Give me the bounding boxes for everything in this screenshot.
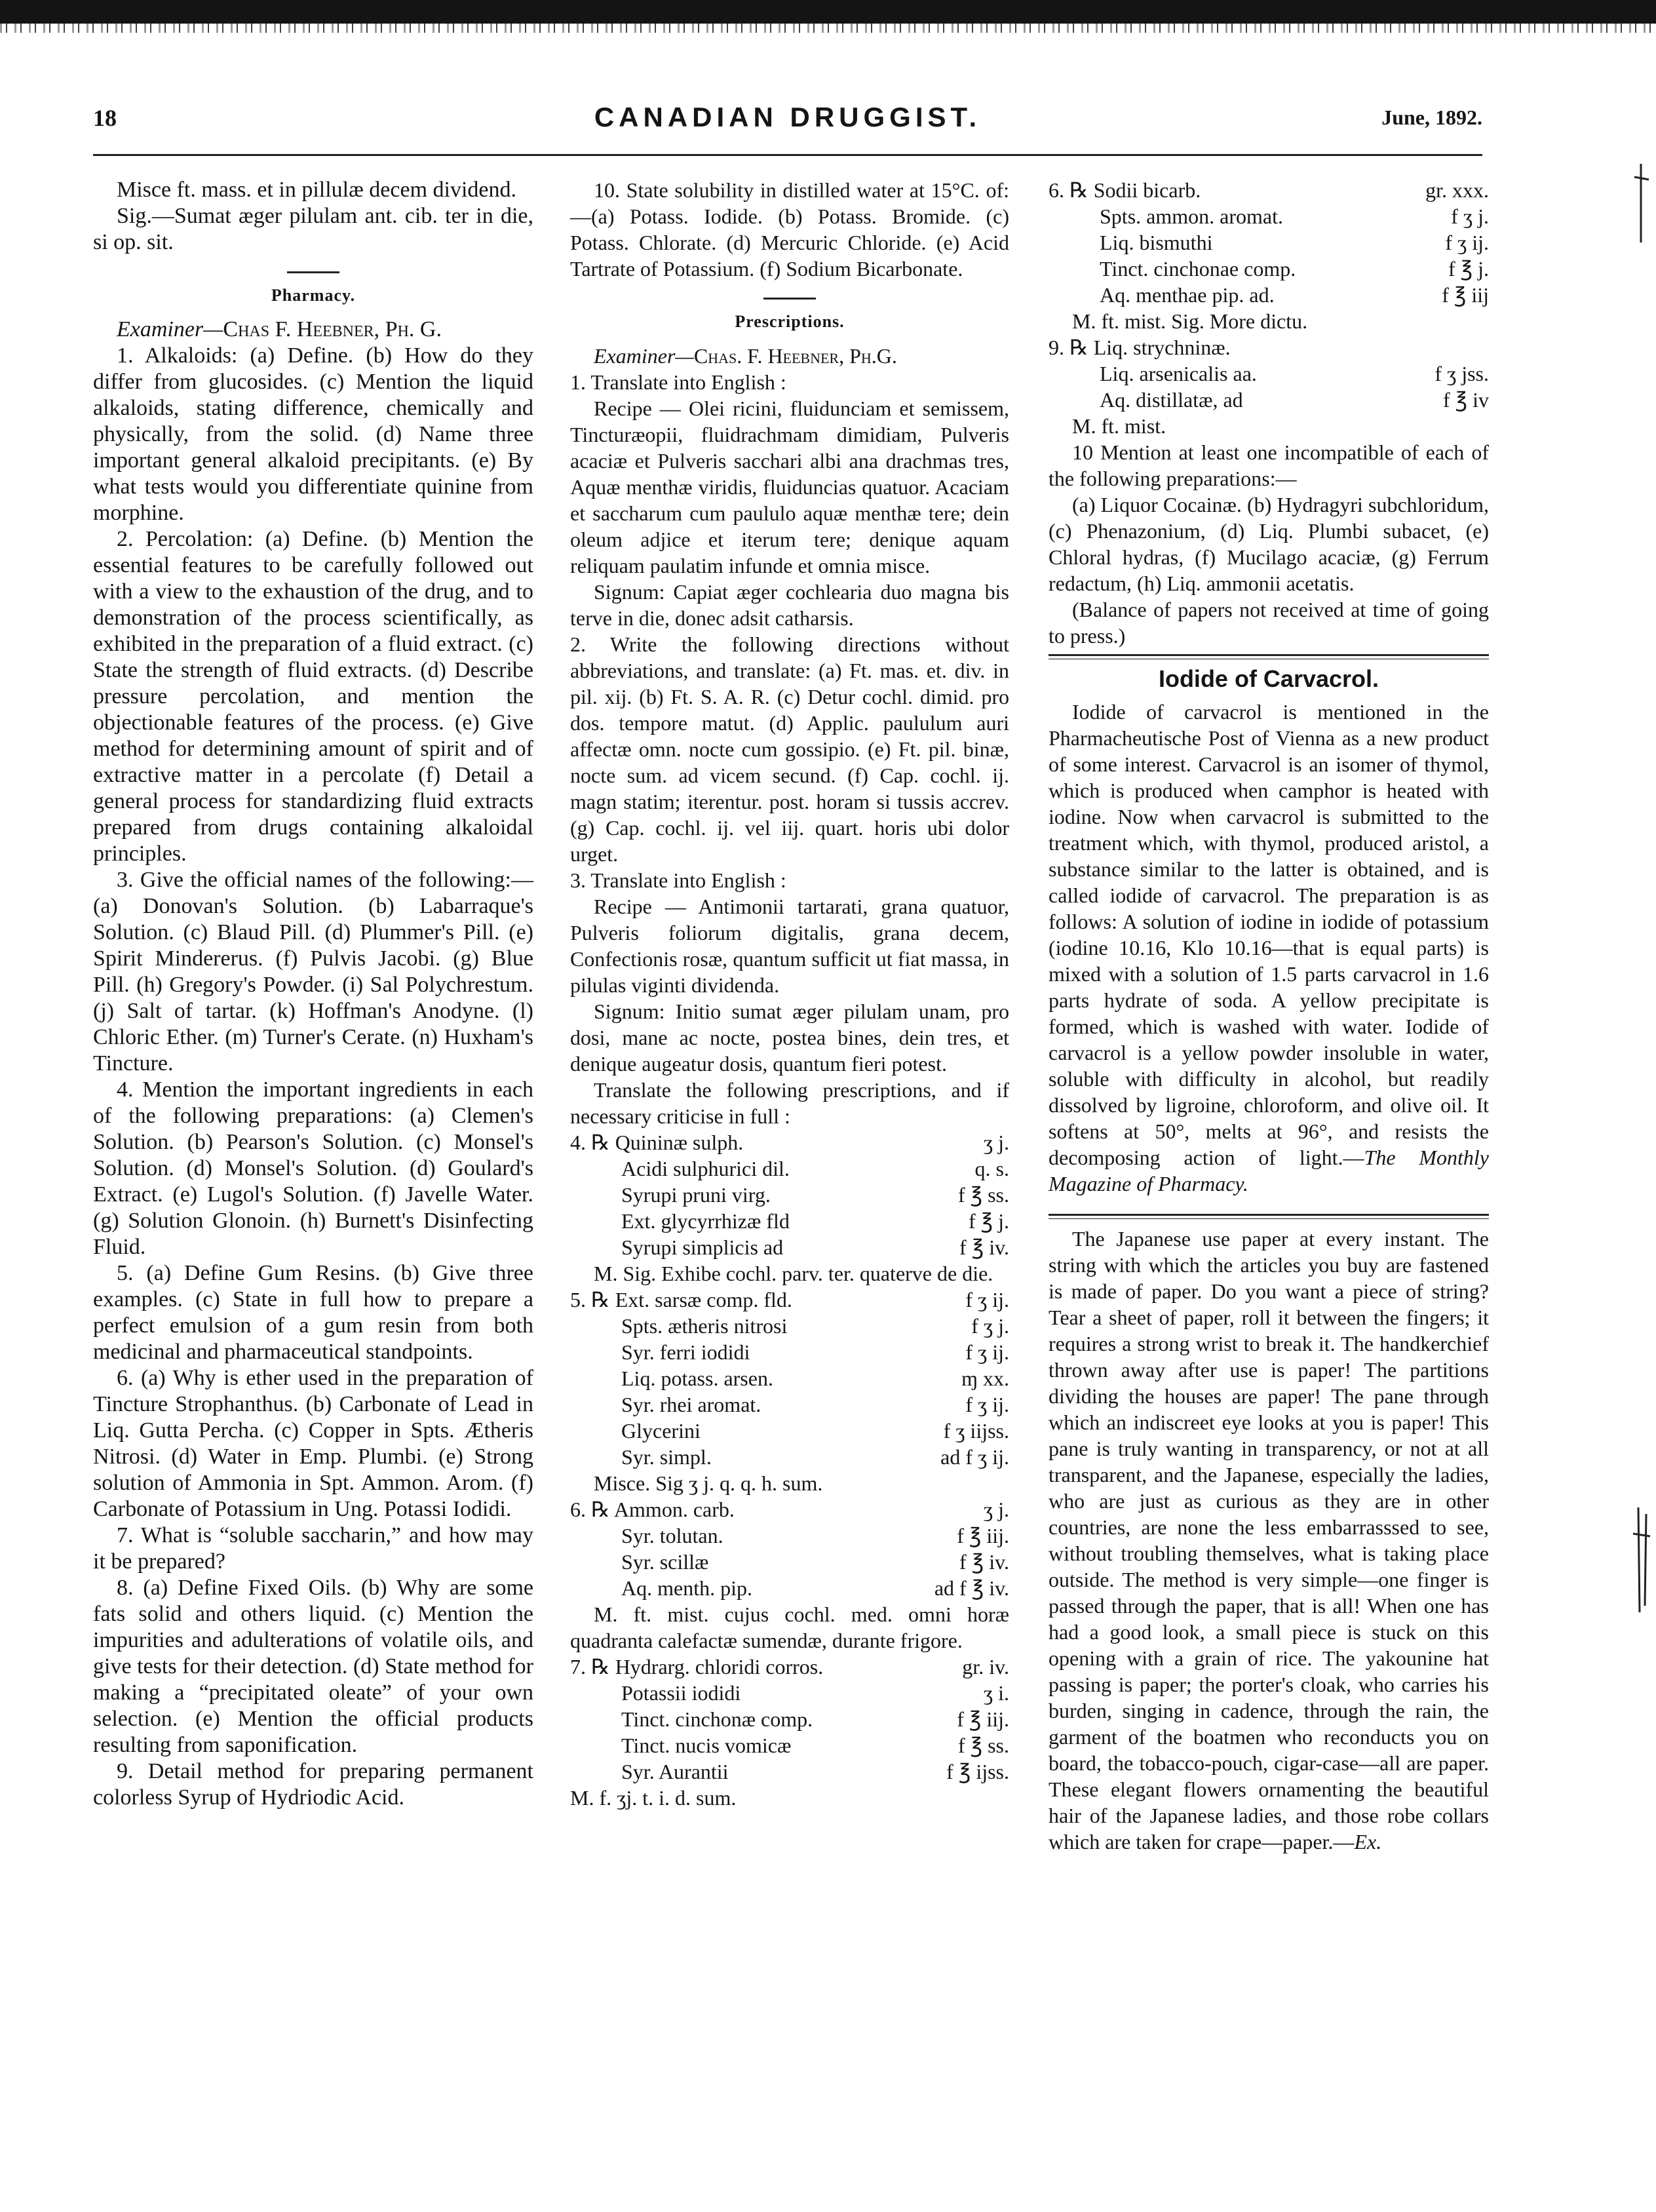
- rx-quantity: f ʒ ij.: [965, 1340, 1009, 1364]
- rx-row: [570, 1182, 1009, 1208]
- rx-signature: M. ft. mist. cujus cochl. med. omni horæ quadranta calefactæ sumendæ, durante frigore.: [570, 1602, 1009, 1652]
- rx-ingredient: Liq. arsenicalis aa.: [1100, 362, 1257, 385]
- examiner-name: Chas. F. Heebner, Ph.G.: [693, 344, 897, 368]
- rx-row: [570, 1706, 1009, 1732]
- rx-row: [570, 1758, 1009, 1785]
- recipe-text: Recipe — Olei ricini, fluidunciam et semissem, Tincturæopii, fluidrachmam dimidiam, Pulveris acaciæ et Pulveris sacchari albi ana drachmas tres, Aquæ menthæ viridis, fluiduncias quatuor. Acaciam et saccharum cum paululo aquæ menthæ tere; dein oleum adjice et iterum tere; denique aquam reliquam paulatim infunde et omnia misce.: [570, 397, 1009, 577]
- rx-ingredient: Syr. tolutan.: [621, 1524, 723, 1547]
- rx-ingredient: Tinct. nucis vomicæ: [621, 1734, 792, 1757]
- rx-row: [1049, 334, 1489, 360]
- rx-quantity: ad f ʒ ij.: [940, 1445, 1009, 1469]
- rx-quantity: f ℥ iij: [1442, 283, 1489, 307]
- rx-quantity: gr. xxx.: [1425, 178, 1489, 202]
- column-3: [1049, 177, 1489, 1855]
- journal-title: CANADIAN DRUGGIST.: [594, 102, 982, 132]
- rx-quantity: f ℥ iv.: [959, 1235, 1009, 1259]
- paragraph: Sig.—Sumat æger pilulam ant. cib. ter in die, si op. sit.: [93, 204, 533, 254]
- rx-quantity: ʒ j.: [983, 1498, 1009, 1521]
- rx-row: [570, 1418, 1009, 1444]
- signum-text: Signum: Capiat æger cochlearia duo magna bis terve in die, donec adsit catharsis.: [570, 580, 1009, 630]
- scan-top-noise: [0, 24, 1656, 33]
- rx-ingredient: Syr. scillæ: [621, 1550, 709, 1574]
- rx-row: [570, 1575, 1009, 1601]
- prescription-5: [570, 1287, 1009, 1496]
- scan-top-band: [0, 0, 1656, 24]
- rx-quantity: f ℥ ijss.: [946, 1760, 1009, 1783]
- section-divider: [763, 298, 816, 300]
- question: 10. State solubility in distilled water at 15°C. of:—(a) Potass. Iodide. (b) Potass. Bromide. (c) Potass. Chlorate. (d) Mercuric Chloride. (e) Acid Tartrate of Potassium. (f) Sodium Bicarbonate.: [570, 178, 1009, 281]
- rx-row: [1049, 387, 1489, 413]
- question: 10 Mention at least one incompatible of each of the following preparations:—: [1049, 440, 1489, 490]
- rx-ingredient: 5. ℞ Ext. sarsæ comp. fld.: [570, 1288, 792, 1311]
- examiner-label: Examiner—: [117, 317, 223, 341]
- rx-signature: M. Sig. Exhibe cochl. parv. ter. quaterve de die.: [594, 1262, 993, 1285]
- rx-quantity: f ʒ ij.: [965, 1393, 1009, 1416]
- rx-ingredient: Syrupi simplicis ad: [621, 1235, 784, 1259]
- rx-quantity: f ʒ ij.: [965, 1288, 1009, 1311]
- article-body: [1049, 1226, 1489, 1855]
- article-divider: [1049, 1214, 1489, 1219]
- signum-text: Signum: Initio sumat æger pilulam unam, pro dosi, mane ac nocte, postea bines, dein tres, et denique augeatur dosis, quantum fieri potest.: [570, 999, 1009, 1076]
- rx-row: [1049, 229, 1489, 256]
- rx-row: [1049, 282, 1489, 308]
- question: 3. Give the official names of the following:—(a) Donovan's Solution. (b) Labarraque's Solution. (c) Blaud Pill. (d) Plummer's Pill. (e) Spirit Mindererus. (f) Pulvis Jacobi. (g) Blue Pill. (h) Gregory's Powder. (i) Sal Polychrestum. (j) Salt of tartar. (k) Hoffman's Anodyne. (l) Chloric Ether. (m) Turner's Cerate. (n) Huxham's Tincture.: [93, 868, 533, 1076]
- margin-mark: [1632, 1507, 1651, 1612]
- question: 5. (a) Define Gum Resins. (b) Give three examples. (c) State in full how to prepare a perfect emulsion of a gum resin from both medicinal and pharmaceutical standpoints.: [93, 1261, 533, 1364]
- prescription-7: [570, 1654, 1009, 1811]
- rx-ingredient: Liq. bismuthi: [1100, 231, 1213, 254]
- rx-ingredient: 9. ℞ Liq. strychninæ.: [1049, 336, 1231, 359]
- rx-row: [570, 1732, 1009, 1758]
- rx-ingredient: Ext. glycyrrhizæ fld: [621, 1209, 790, 1233]
- rx-row: [570, 1496, 1009, 1523]
- rx-quantity: f ʒ jss.: [1435, 362, 1489, 385]
- rx-quantity: f ℥ ss.: [957, 1183, 1009, 1207]
- rx-row: [1049, 360, 1489, 387]
- examiner-label: Examiner—: [594, 344, 694, 368]
- rx-ingredient: Spts. ammon. aromat.: [1100, 204, 1283, 228]
- rx-ingredient: Syrupi pruni virg.: [621, 1183, 771, 1207]
- examiner-line: [570, 343, 1009, 369]
- question-items: (a) Liquor Cocainæ. (b) Hydragyri subchloridum, (c) Phenazonium, (d) Liq. Plumbi subacet, (e) Chloral hydras, (f) Mucilago acaciæ, (g) Ferrum redactum, (h) Liq. ammonii acetatis.: [1049, 493, 1489, 595]
- article-text: Iodide of carvacrol is mentioned in the Pharmacheutische Post of Vienna as a new product of some interest. Carvacrol is an isomer of thymol, which is produced when camphor is heated with iodine. Now when carvacrol is submitted to the treatment which, with thymol, produced aristol, a substance similar to the latter is obtained, and is called iodide of carvacrol. The preparation is as follows: A solution of iodine in iodide of potassium (iodine 10.16, Klo 10.16—that is equal parts) is mixed with a solution of 1.5 parts carvacrol in 1.6 parts hydrate of soda. A yellow precipitate is formed, which is washed with water. Iodide of carvacrol is a yellow powder insoluble in water, soluble with difficulty in alcohol, but readily dissolved by ligroine, chloroform, and olive oil. It softens at 50°, melts at 96°, and resists the decomposing action of light.—: [1049, 700, 1489, 1169]
- rx-quantity: q. s.: [974, 1157, 1009, 1180]
- rx-quantity: ɱ xx.: [961, 1367, 1009, 1390]
- rx-ingredient: 6. ℞ Ammon. carb.: [570, 1498, 735, 1521]
- question: 2. Percolation: (a) Define. (b) Mention the essential features to be carefully followed out with a view to the exhaustion of the drug, and to demonstration of the process scientifically, as exhibited in the preparation of a fluid extract. (c) State the strength of fluid extracts. (d) Describe pressure percolation, and mention the objectionable features of the process. (e) Give method for determining amount of spirit and of extractive matter in a percolate (f) Detail a general process for standardizing fluid extracts prepared from drugs containing alkaloidal principles.: [93, 527, 533, 866]
- balance-note: (Balance of papers not received at time of going to press.): [1049, 598, 1489, 648]
- page-header: [93, 102, 1482, 141]
- rx-row: [570, 1444, 1009, 1470]
- rx-row: [570, 1523, 1009, 1549]
- rx-ingredient: Potassii iodidi: [621, 1681, 741, 1705]
- rx-signature: M. f. ʒj. t. i. d. sum.: [570, 1786, 737, 1810]
- page-number: 18: [93, 105, 117, 131]
- rx-row: [570, 1313, 1009, 1339]
- prescription-9: [1049, 334, 1489, 439]
- rx-ingredient: Syr. rhei aromat.: [621, 1393, 761, 1416]
- prescription-6b: [1049, 177, 1489, 334]
- rx-quantity: ʒ i.: [983, 1681, 1009, 1705]
- column-1: [93, 177, 533, 1811]
- rx-row: [1049, 203, 1489, 229]
- rx-quantity: f ℥ iv: [1442, 388, 1489, 412]
- recipe-text: Recipe — Antimonii tartarati, grana quatuor, Pulveris foliorum digitalis, grana decem, Confectionis rosæ, quantum sufficit ut fiat massa, in pilulas viginti dividenda.: [570, 895, 1009, 997]
- column-2: [570, 177, 1009, 1811]
- article-title: Iodide of Carvacrol.: [1158, 665, 1379, 692]
- margin-mark: [1632, 164, 1651, 243]
- rx-quantity: f ʒ j.: [971, 1314, 1009, 1338]
- prescription-4: [570, 1129, 1009, 1287]
- rx-row: [570, 1129, 1009, 1155]
- rx-ingredient: 4. ℞ Quininæ sulph.: [570, 1131, 744, 1154]
- prescription-6: [570, 1496, 1009, 1654]
- rx-quantity: f ℥ ss.: [957, 1734, 1009, 1757]
- rx-ingredient: Glycerini: [621, 1419, 701, 1443]
- question: 1. Alkaloids: (a) Define. (b) How do they differ from glucosides. (c) Mention the liquid alkaloids, stating difference, chemically and physically, from the solid. (d) Name three important general alkaloid precipitants. (e) By what tests would you differentiate quinine from morphine.: [93, 343, 533, 525]
- rx-quantity: f ℥ j.: [968, 1209, 1009, 1233]
- question: 8. (a) Define Fixed Oils. (b) Why are some fats solid and others liquid. (c) Mention the impurities and adulterations of volatile oils, and give tests for their detection. (d) State method for making a “precipitated oleate” of your own selection. (e) Mention the official products resulting from saponification.: [93, 1576, 533, 1757]
- instruction: Translate the following prescriptions, and if necessary criticise in full :: [570, 1078, 1009, 1128]
- article-text: The Japanese use paper at every instant. The string with which the articles you buy are fastened is made of paper. Do you want a piece of string? Tear a sheet of paper, roll it between the fingers; it requires a strong wrist to break it. The handkerchief thrown away after use is paper! The partitions dividing the houses are paper! The pane through which an indiscreet eye looks at you is paper! This pane is truly wanting in transparency, or not at all transparent, and the Japanese, especially the ladies, who are just as curious as they are in other countries, are none the less embarrasssed to see, without troubling themselves, what is taking place outside. The method is very simple—one finger is passed through the paper, that is all! When one has had a good look, a small piece is stuck on this opening with a grain of rice. The yakounine hat passing is paper; the porter's cloak, who carries his burden, singing in cadence, through the rain, the garment of the boatmen who reconducts you on board, the tobacco-pouch, cigar-case—all are paper. These elegant flowers ornamenting the beautiful hair of the Japanese ladies, and those robe collars which are taken for crape—paper.—: [1049, 1227, 1489, 1853]
- question: 6. (a) Why is ether used in the preparation of Tincture Strophanthus. (b) Carbonate of Lead in Liq. Gutta Percha. (c) Copper in Spts. Ætheris Nitrosi. (d) Water in Emp. Plumbi. (e) Strong solution of Ammonia in Spt. Ammon. Arom. (f) Carbonate of Potassium in Ung. Potassi Iodidi.: [93, 1366, 533, 1521]
- rx-ingredient: Syr. ferri iodidi: [621, 1340, 750, 1364]
- rx-ingredient: Acidi sulphurici dil.: [621, 1157, 790, 1180]
- question: 7. What is “soluble saccharin,” and how may it be prepared?: [93, 1523, 533, 1574]
- rx-ingredient: Tinct. cinchonae comp.: [1100, 257, 1296, 281]
- question: 1. Translate into English :: [570, 370, 786, 394]
- rx-ingredient: Liq. potass. arsen.: [621, 1367, 773, 1390]
- rx-ingredient: Spts. ætheris nitrosi: [621, 1314, 788, 1338]
- rx-ingredient: Syr. Aurantii: [621, 1760, 729, 1783]
- issue-date: June, 1892.: [1381, 106, 1482, 129]
- rx-quantity: f ʒ iijss.: [943, 1419, 1009, 1443]
- rx-row: [570, 1234, 1009, 1260]
- rx-row: [1049, 177, 1489, 203]
- rx-ingredient: Aq. menthae pip. ad.: [1100, 283, 1275, 307]
- rx-quantity: f ℥ iv.: [959, 1550, 1009, 1574]
- rx-row: [570, 1549, 1009, 1575]
- rx-row: [1049, 256, 1489, 282]
- rx-ingredient: Aq. distillatæ, ad: [1100, 388, 1243, 412]
- question: 2. Write the following directions without abbreviations, and translate: (a) Ft. mas. et. div. in pil. xij. (b) Ft. S. A. R. (c) Detur cochl. dimid. pro dos. tempore matut. (d) Applic. paululum auri affectæ omn. nocte cum gossipio. (e) Ft. pil. binæ, nocte sum. ad vicem secund. (f) Cap. cochl. ij. magn statim; iterentur. post. horam si tussis accrev. (g) Cap. cochl. ij. vel iij. quart. horis ubi dolor urget.: [570, 632, 1009, 866]
- article-source: The Monthly Magazine of Pharmacy.: [1049, 1146, 1490, 1195]
- rx-quantity: gr. iv.: [962, 1655, 1009, 1678]
- rx-row: [570, 1654, 1009, 1680]
- article-divider: [1049, 654, 1489, 659]
- rx-signature: M. ft. mist.: [1072, 414, 1166, 438]
- rx-quantity: ad f ℥ iv.: [934, 1576, 1009, 1600]
- rx-signature: Misce. Sig ʒ j. q. q. h. sum.: [594, 1471, 823, 1495]
- section-divider: [287, 271, 339, 273]
- rx-quantity: f ʒ ij.: [1445, 231, 1489, 254]
- rx-quantity: f ℥ iij.: [957, 1707, 1009, 1731]
- section-heading-prescriptions: Prescriptions.: [735, 312, 845, 331]
- rx-quantity: f ʒ j.: [1451, 204, 1489, 228]
- question: 9. Detail method for preparing permanent colorless Syrup of Hydriodic Acid.: [93, 1759, 533, 1810]
- rx-row: [570, 1391, 1009, 1418]
- section-heading-pharmacy: Pharmacy.: [271, 286, 356, 305]
- article-source: Ex.: [1354, 1830, 1382, 1853]
- paragraph: Misce ft. mass. et in pillulæ decem dividend.: [117, 178, 517, 202]
- article-body: [1049, 699, 1489, 1197]
- rx-quantity: f ℥ iij.: [957, 1524, 1009, 1547]
- examiner-line: [93, 317, 533, 343]
- examiner-name: Chas F. Heebner, Ph. G.: [223, 317, 442, 341]
- rx-row: [570, 1208, 1009, 1234]
- rx-ingredient: 7. ℞ Hydrarg. chloridi corros.: [570, 1655, 824, 1678]
- rx-signature: M. ft. mist. Sig. More dictu.: [1072, 309, 1308, 333]
- rx-ingredient: Aq. menth. pip.: [621, 1576, 752, 1600]
- question: 4. Mention the important ingredients in each of the following preparations: (a) Clemen's Solution. (b) Pearson's Solution. (c) Monsel's Solution. (d) Monsel's Solution. (d) Goulard's Extract. (e) Lugol's Solution. (f) Javelle Water. (g) Solution Glonoin. (h) Burnett's Disinfecting Fluid.: [93, 1077, 533, 1259]
- rx-quantity: f ℥ j.: [1448, 257, 1489, 281]
- rx-quantity: ʒ j.: [983, 1131, 1009, 1154]
- rx-ingredient: Syr. simpl.: [621, 1445, 712, 1469]
- header-rule: [93, 154, 1482, 156]
- rx-row: [570, 1365, 1009, 1391]
- question: 3. Translate into English :: [570, 868, 786, 892]
- rx-ingredient: 6. ℞ Sodii bicarb.: [1049, 178, 1201, 202]
- rx-ingredient: Tinct. cinchonæ comp.: [621, 1707, 813, 1731]
- rx-row: [570, 1680, 1009, 1706]
- rx-row: [570, 1339, 1009, 1365]
- rx-row: [570, 1287, 1009, 1313]
- rx-row: [570, 1155, 1009, 1182]
